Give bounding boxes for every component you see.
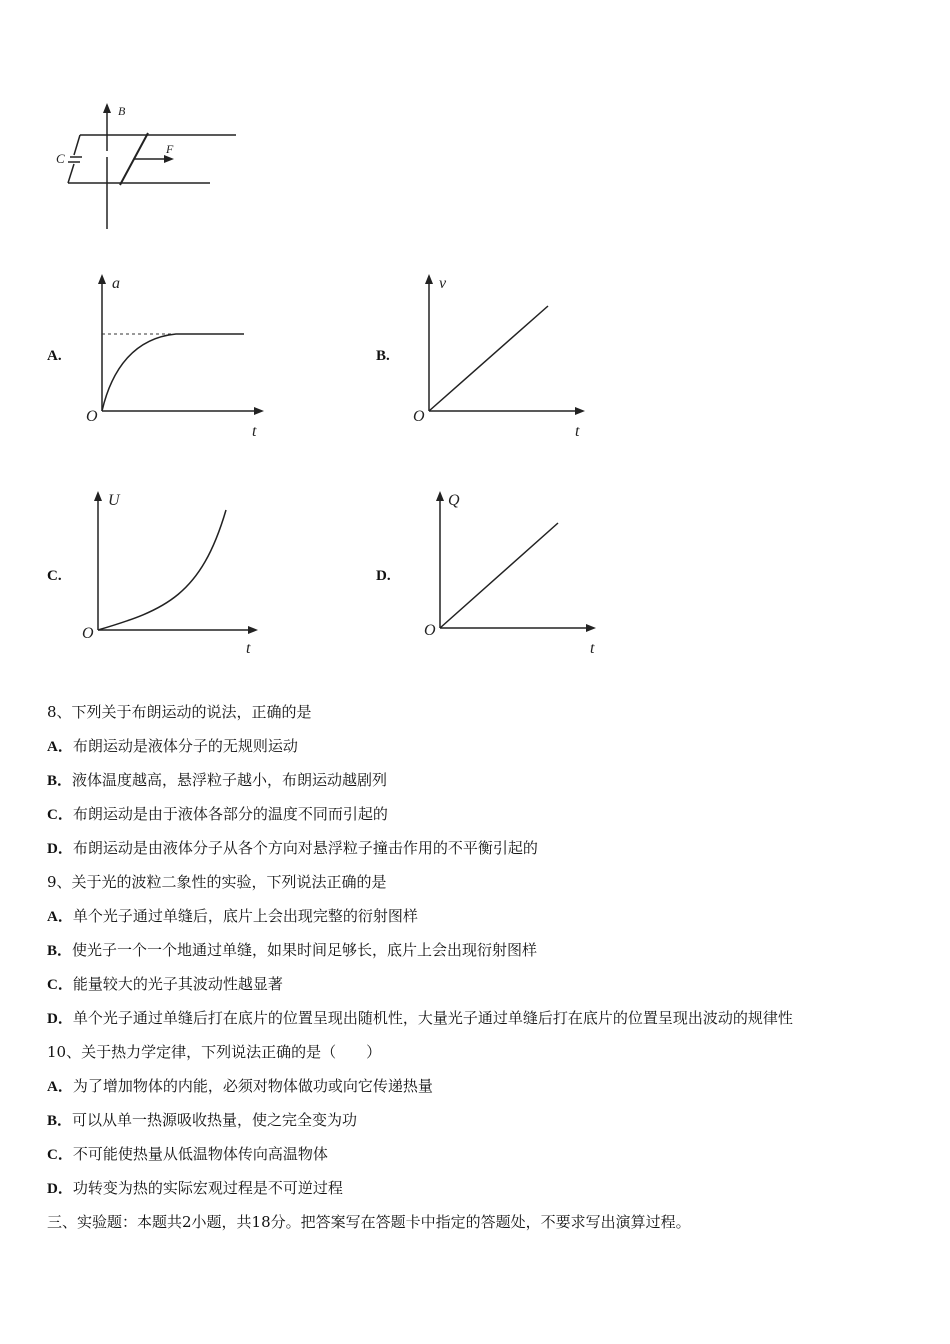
q9-option-c-text: 能量较大的光子其波动性越显著 (72, 975, 283, 993)
q8-option-d (47, 838, 538, 859)
graph-a-origin: O (86, 408, 98, 425)
q8-option-b (47, 770, 387, 791)
q9-stem: 9、关于光的波粒二象性的实验，下列说法正确的是 (47, 873, 387, 891)
graph-b-line (429, 306, 548, 411)
q10-option-c-text: 不可能使热量从低温物体传向高温物体 (72, 1145, 328, 1163)
q9-option-a-label: A． (47, 909, 73, 925)
circuit-f-label: F (166, 142, 174, 156)
q9-option-a-text: 单个光子通过单缝后，底片上会出现完整的衍射图样 (72, 907, 418, 925)
q9-option-b-text: 使光子一个一个地通过单缝，如果时间足够长，底片上会出现衍射图样 (72, 941, 538, 959)
graph-a-ylabel: a (112, 275, 120, 292)
circuit-b-label: B (118, 104, 126, 118)
option-d-label: D. (376, 568, 391, 584)
q9-option-b-label: B． (47, 943, 73, 959)
q10-option-d-text: 功转变为热的实际宏观过程是不可逆过程 (72, 1179, 343, 1197)
graph-a-xlabel: t (252, 423, 257, 440)
graph-c-origin: O (82, 625, 94, 642)
option-c-label: C. (47, 568, 62, 584)
circuit-c-label: C (56, 151, 65, 166)
q10-option-a-text: 为了增加物体的内能，必须对物体做功或向它传递热量 (72, 1077, 433, 1095)
q8-option-a-label: A． (47, 739, 73, 755)
q10-option-d (47, 1178, 343, 1199)
q10-option-c (47, 1144, 328, 1165)
q9-option-c (47, 974, 283, 995)
graph-d-line (440, 523, 558, 628)
q10-stem: 10、关于热力学定律，下列说法正确的是（ ） (47, 1043, 382, 1061)
q10-option-b-label: B． (47, 1113, 73, 1129)
graph-c-xlabel: t (246, 640, 251, 657)
q8-option-d-label: D． (47, 841, 73, 857)
graph-b-origin: O (413, 408, 425, 425)
circuit-diagram (50, 95, 250, 235)
graph-b (407, 268, 607, 443)
graph-c-curve (98, 510, 226, 630)
graph-a-curve (102, 334, 244, 411)
q8-option-a-text: 布朗运动是液体分子的无规则运动 (72, 737, 298, 755)
graph-d-origin: O (424, 622, 436, 639)
q9-option-c-label: C． (47, 977, 73, 993)
graph-b-ylabel: v (439, 275, 447, 292)
q9-option-d-label: D． (47, 1011, 73, 1027)
graph-d-ylabel: Q (448, 492, 460, 509)
option-a-label: A. (47, 348, 62, 364)
q8-option-c-label: C． (47, 807, 73, 823)
graph-c-ylabel: U (108, 492, 120, 509)
q8-option-c-text: 布朗运动是由于液体各部分的温度不同而引起的 (72, 805, 388, 823)
q9-option-b (47, 940, 537, 961)
q8-option-b-text: 液体温度越高，悬浮粒子越小，布朗运动越剧列 (72, 771, 388, 789)
graph-d (418, 485, 618, 660)
q8-option-b-label: B． (47, 773, 73, 789)
section3-heading: 三、实验题：本题共2小题，共18分。把答案写在答题卡中指定的答题处，不要求写出演算过程。 (47, 1213, 691, 1231)
graph-b-xlabel: t (575, 423, 580, 440)
q10-option-c-label: C． (47, 1147, 73, 1163)
q9-option-d-text: 单个光子通过单缝后打在底片的位置呈现出随机性，大量光子通过单缝后打在底片的位置呈现出波动的规律性 (72, 1009, 793, 1027)
q10-option-b-text: 可以从单一热源吸收热量，使之完全变为功 (72, 1111, 358, 1129)
option-b-label: B. (376, 348, 390, 364)
q10-option-a (47, 1076, 433, 1097)
graph-d-xlabel: t (590, 640, 595, 657)
q10-option-b (47, 1110, 357, 1131)
q10-option-a-label: A． (47, 1079, 73, 1095)
q8-option-a (47, 736, 298, 757)
q9-option-a (47, 906, 418, 927)
q9-option-d (47, 1008, 793, 1029)
graph-c (76, 485, 276, 660)
q10-option-d-label: D． (47, 1181, 73, 1197)
q8-option-d-text: 布朗运动是由液体分子从各个方向对悬浮粒子撞击作用的不平衡引起的 (72, 839, 538, 857)
q8-option-c (47, 804, 388, 825)
graph-a (80, 268, 280, 443)
q8-stem: 8、下列关于布朗运动的说法，正确的是 (47, 703, 312, 721)
